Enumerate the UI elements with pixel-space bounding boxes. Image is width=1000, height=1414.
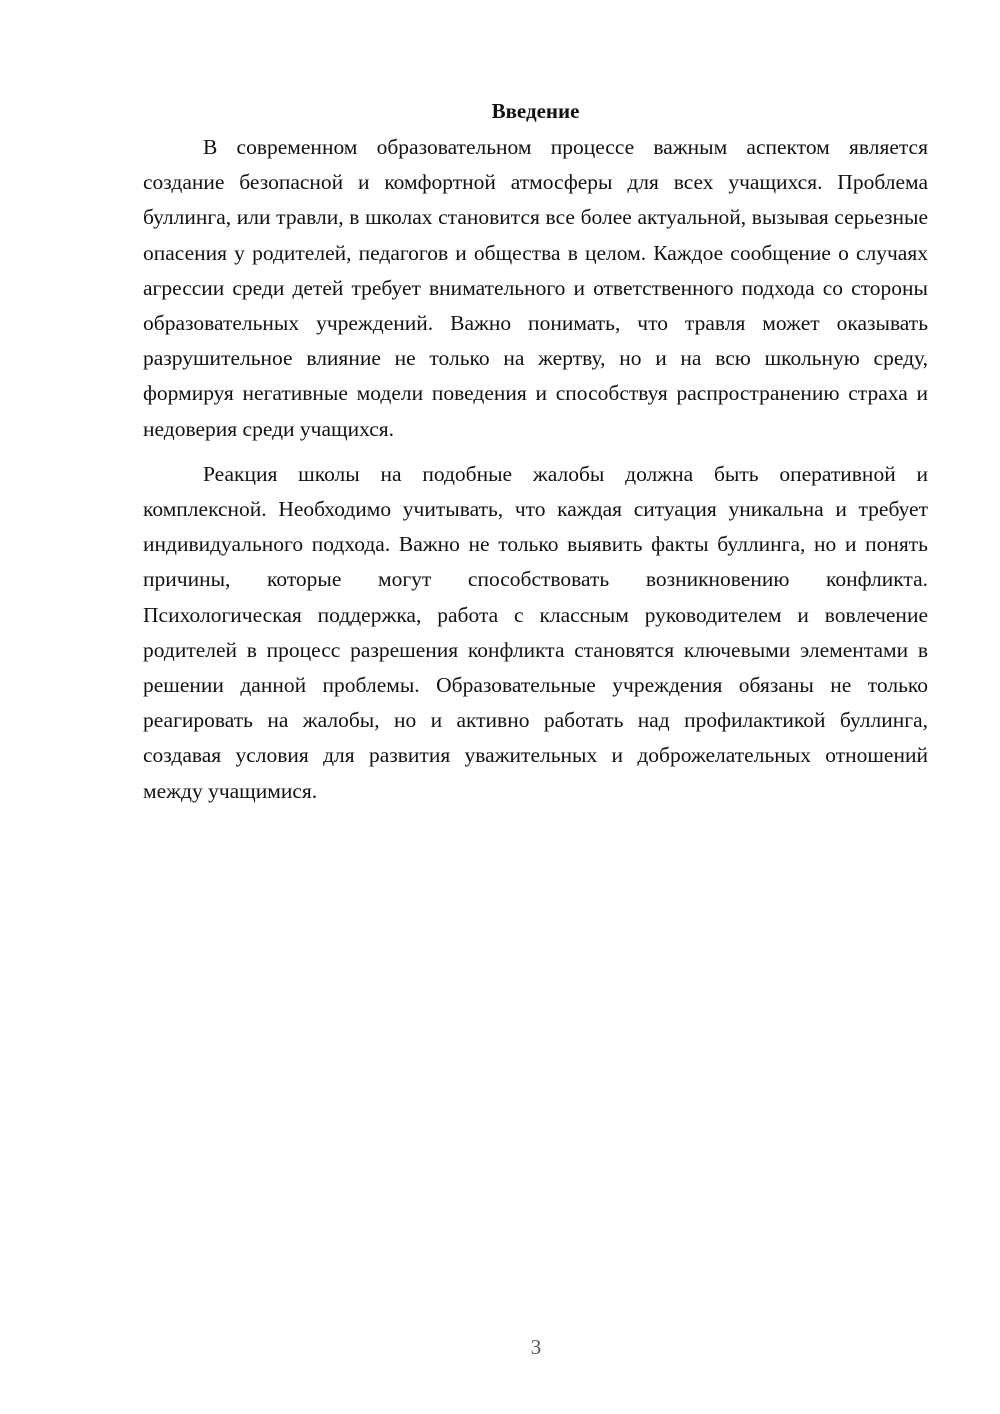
page-content [143,93,928,809]
section-heading: Введение [491,99,580,123]
paragraph-school-response: Реакция школы на подобные жалобы должна быть оперативной и комплексной. Необходимо учитывать, что каждая ситуация уникальна и требует индивидуального подхода. Важно не только выявить факты буллинга, но и понять причины, которые могут способствовать возникновению конфликта. Психологическая поддержка, работа с классным руководителем и вовлечение родителей в процесс разрешения конфликта становятся ключевыми элементами в решении данной проблемы. Образовательные учреждения обязаны не только реагировать на жалобы, но и активно работать над профилактикой буллинга, создавая условия для развития уважительных и доброжелательных отношений между учащимися. [143,461,928,803]
paragraph-intro: В современном образовательном процессе важным аспектом является создание безопасной и комфортной атмосферы для всех учащихся. Проблема буллинга, или травли, в школах становится все более актуальной, вызывая серьезные опасения у родителей, педагогов и общества в целом. Каждое сообщение о случаях агрессии среди детей требует внимательного и ответственного подхода со стороны образовательных учреждений. Важно понимать, что травля может оказывать разрушительное влияние не только на жертву, но и на всю школьную среду, формируя негативные модели поведения и способствуя распространению страха и недоверия среди учащихся. [143,135,928,441]
page-number: 3 [530,1335,542,1359]
